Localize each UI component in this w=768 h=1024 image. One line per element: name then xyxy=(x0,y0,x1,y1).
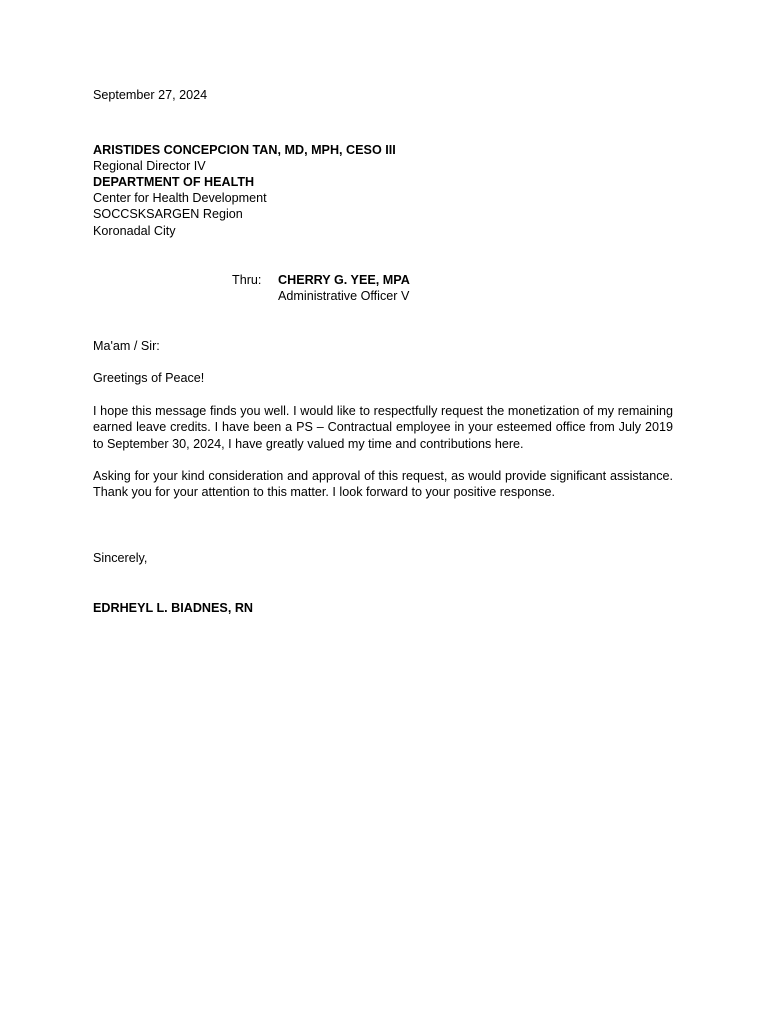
body-paragraph: I hope this message finds you well. I would like to respectfully request the monetization of my remaining earned leave credits. I have been a PS – Contractual employee in your esteemed office from July 2019 to September 30, 2024, I have greatly valued my time and contributions here. xyxy=(93,404,673,451)
salutation: Ma'am / Sir: xyxy=(93,339,160,353)
recipient-office: Center for Health Development xyxy=(93,191,267,205)
thru-title: Administrative Officer V xyxy=(278,289,410,303)
recipient-title: Regional Director IV xyxy=(93,159,206,173)
thru-name: CHERRY G. YEE, MPA xyxy=(278,273,410,287)
recipient-name: ARISTIDES CONCEPCION TAN, MD, MPH, CESO III xyxy=(93,143,396,157)
closing: Sincerely, xyxy=(93,551,148,565)
body-paragraph: Asking for your kind consideration and approval of this request, as would provide significant assistance. Thank you for your attention to this matter. I look forward to your positive response. xyxy=(93,469,673,500)
letter-date: September 27, 2024 xyxy=(93,88,208,102)
recipient-region: SOCCSKSARGEN Region xyxy=(93,207,243,221)
thru-label: Thru: xyxy=(232,273,262,287)
greeting: Greetings of Peace! xyxy=(93,371,205,385)
recipient-department: DEPARTMENT OF HEALTH xyxy=(93,175,255,189)
recipient-city: Koronadal City xyxy=(93,224,176,238)
signatory-name: EDRHEYL L. BIADNES, RN xyxy=(93,601,254,615)
